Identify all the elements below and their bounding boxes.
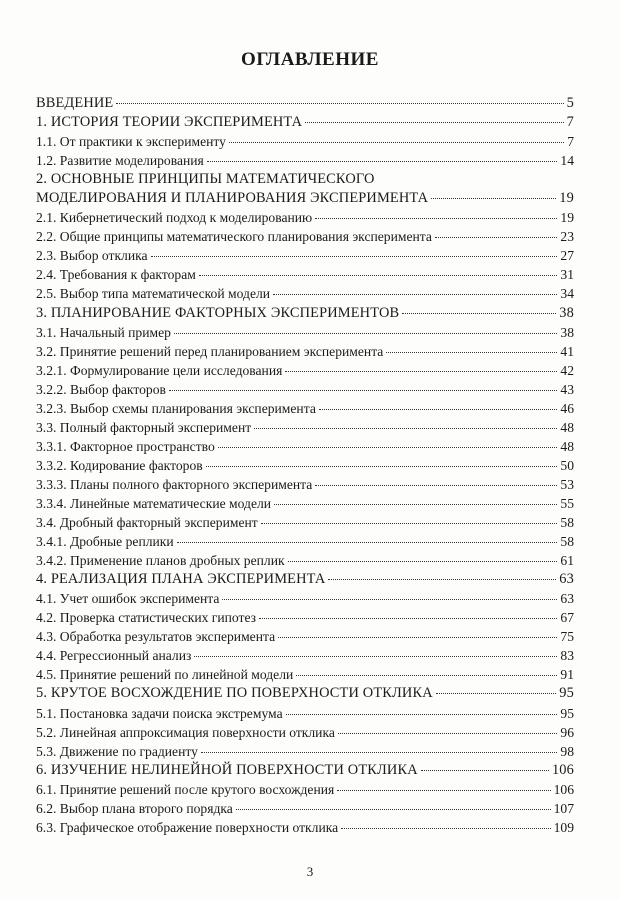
toc-entry xyxy=(36,627,574,646)
toc-entry xyxy=(36,380,574,399)
toc-page: 43 xyxy=(560,381,574,397)
toc-page: 46 xyxy=(560,400,574,416)
dot-leader xyxy=(259,618,557,619)
toc-page: 98 xyxy=(560,743,574,759)
toc-page: 109 xyxy=(553,819,574,835)
dot-leader xyxy=(386,352,557,353)
toc-page: 7 xyxy=(567,134,574,150)
toc-label: 2.1. Кибернетический подход к моделированию xyxy=(36,210,313,226)
toc-entry xyxy=(36,456,574,475)
toc-entry xyxy=(36,132,574,151)
dot-leader xyxy=(194,656,557,657)
toc-page: 53 xyxy=(560,476,574,492)
toc-page: 48 xyxy=(560,419,574,435)
toc-label: 3.2.1. Формулирование цели исследования xyxy=(36,362,283,378)
toc-label: 4.2. Проверка статистических гипотез xyxy=(36,610,257,626)
dot-leader xyxy=(169,390,557,391)
toc-label: 6.1. Принятие решений после крутого восхождения xyxy=(36,781,335,797)
toc-entry xyxy=(36,646,574,665)
toc-page: 55 xyxy=(560,495,574,511)
toc-label: 2.2. Общие принципы математического планирования эксперимента xyxy=(36,229,432,245)
dot-leader xyxy=(199,275,558,276)
dot-leader xyxy=(402,313,556,314)
toc-page: 107 xyxy=(553,800,574,816)
dot-leader xyxy=(201,752,557,753)
toc-label: 4.3. Обработка результатов эксперимента xyxy=(36,629,276,645)
toc-entry xyxy=(36,513,574,532)
page-title: ОГЛАВЛЕНИЕ xyxy=(241,49,379,70)
toc-label: 4.5. Принятие решений по линейной модели xyxy=(36,667,294,683)
dot-leader xyxy=(315,218,557,219)
toc-page: 5 xyxy=(566,95,574,111)
toc-label: 2.5. Выбор типа математической модели xyxy=(36,286,271,302)
toc-page: 23 xyxy=(560,229,574,245)
toc-label: 3.4.1. Дробные реплики xyxy=(36,534,174,550)
dot-leader xyxy=(278,637,557,638)
toc-label: 3. ПЛАНИРОВАНИЕ ФАКТОРНЫХ ЭКСПЕРИМЕНТОВ xyxy=(36,304,400,321)
toc-page: 75 xyxy=(560,629,574,645)
toc-label: 3.4. Дробный факторный эксперимент xyxy=(36,515,258,531)
toc-entry-chapter-1 xyxy=(36,113,574,132)
toc-page: 19 xyxy=(560,210,574,226)
toc-entry xyxy=(36,799,574,818)
toc-entry-chapter-6 xyxy=(36,761,574,780)
dot-leader xyxy=(222,599,557,600)
toc-page: 91 xyxy=(560,667,574,683)
toc-entry xyxy=(36,208,574,227)
toc-label: 3.2. Принятие решений перед планированием эксперимента xyxy=(36,343,384,359)
dot-leader xyxy=(431,198,556,199)
toc-page: 58 xyxy=(560,534,574,550)
dot-leader xyxy=(273,294,557,295)
dot-leader xyxy=(288,561,558,562)
dot-leader xyxy=(337,790,550,791)
toc-page: 34 xyxy=(560,286,574,302)
toc-label: 3.1. Начальный пример xyxy=(36,324,171,340)
toc-label: 1.1. От практики к эксперименту xyxy=(36,134,226,150)
dot-leader xyxy=(236,809,551,810)
dot-leader xyxy=(338,733,558,734)
toc-label: 3.3.4. Линейные математические модели xyxy=(36,495,272,511)
toc-label: 3.4.2. Применение планов дробных реплик xyxy=(36,553,285,569)
toc-label: 2.3. Выбор отклика xyxy=(36,248,148,264)
toc-entry xyxy=(36,665,574,684)
toc-page: 106 xyxy=(553,781,574,797)
toc-page: 83 xyxy=(560,648,574,664)
toc-label: 5.1. Постановка задачи поиска экстремума xyxy=(36,705,283,721)
toc-label: 3.3.3. Планы полного факторного эксперимента xyxy=(36,476,313,492)
dot-leader xyxy=(315,485,557,486)
dot-leader xyxy=(174,333,557,334)
toc-page: 67 xyxy=(560,610,574,626)
toc-label: 1.2. Развитие моделирования xyxy=(36,153,204,169)
toc-page: 7 xyxy=(566,114,574,131)
toc-entry xyxy=(36,704,574,723)
toc-entry xyxy=(36,227,574,246)
toc-page: 38 xyxy=(560,324,574,340)
dot-leader xyxy=(229,142,564,143)
dot-leader xyxy=(305,122,563,123)
toc-label: 5. КРУТОЕ ВОСХОЖДЕНИЕ ПО ПОВЕРХНОСТИ ОТКЛИКА xyxy=(36,685,433,702)
toc-label: 3.2.2. Выбор факторов xyxy=(36,381,166,397)
dot-leader xyxy=(285,371,557,372)
dot-leader xyxy=(436,693,557,694)
toc-page: 14 xyxy=(560,153,574,169)
toc-label: 6.3. Графическое отображение поверхности отклика xyxy=(36,819,339,835)
dot-leader xyxy=(286,714,558,715)
toc-label: ВВЕДЕНИЕ xyxy=(36,95,114,111)
toc-page: 106 xyxy=(551,761,574,778)
toc-page: 58 xyxy=(560,515,574,531)
toc-entry-chapter-4 xyxy=(36,570,574,589)
toc-label: 3.2.3. Выбор схемы планирования эксперимента xyxy=(36,400,316,416)
toc-page: 95 xyxy=(560,705,574,721)
dot-leader xyxy=(296,675,557,676)
toc-label: 4.1. Учет ошибок эксперимента xyxy=(36,591,220,607)
toc-entry xyxy=(36,246,574,265)
page-number: 3 xyxy=(306,864,314,879)
toc-entry xyxy=(36,284,574,303)
toc-label: 2.4. Требования к факторам xyxy=(36,267,196,283)
toc-entry xyxy=(36,151,574,170)
toc-entry xyxy=(36,589,574,608)
toc-label: 5.3. Движение по градиенту xyxy=(36,743,198,759)
toc-label: МОДЕЛИРОВАНИЯ И ПЛАНИРОВАНИЯ ЭКСПЕРИМЕНТА xyxy=(36,190,429,207)
toc-entry-chapter-3 xyxy=(36,304,574,323)
dot-leader xyxy=(274,504,557,505)
toc-entry xyxy=(36,608,574,627)
toc-entry xyxy=(36,818,574,837)
toc-entry xyxy=(36,742,574,761)
toc-entry xyxy=(36,323,574,342)
dot-leader xyxy=(341,828,550,829)
toc-entry-chapter-2-line1 xyxy=(36,170,574,189)
dot-leader xyxy=(151,256,558,257)
toc-label: 4.4. Регрессионный анализ xyxy=(36,648,192,664)
dot-leader xyxy=(254,428,557,429)
dot-leader xyxy=(435,237,558,238)
toc-page: 96 xyxy=(560,724,574,740)
toc-entry xyxy=(36,418,574,437)
toc-page: 63 xyxy=(559,571,574,588)
toc-entry xyxy=(36,723,574,742)
toc-page: 61 xyxy=(560,553,574,569)
dot-leader xyxy=(207,161,558,162)
toc-entry xyxy=(36,475,574,494)
dot-leader xyxy=(421,770,549,771)
toc-label: 5.2. Линейная аппроксимация поверхности отклика xyxy=(36,724,335,740)
toc-entry-introduction xyxy=(36,94,574,113)
toc-entry xyxy=(36,532,574,551)
toc-page: 95 xyxy=(559,685,574,702)
toc-entry xyxy=(36,265,574,284)
toc-page: 31 xyxy=(560,267,574,283)
dot-leader xyxy=(218,447,558,448)
dot-leader xyxy=(328,579,556,580)
toc-label: 1. ИСТОРИЯ ТЕОРИИ ЭКСПЕРИМЕНТА xyxy=(36,114,303,131)
toc-page: 38 xyxy=(559,304,574,321)
toc-entry xyxy=(36,361,574,380)
toc-entry xyxy=(36,342,574,361)
toc-label: 3.3.2. Кодирование факторов xyxy=(36,457,203,473)
toc-label: 6.2. Выбор плана второго порядка xyxy=(36,800,233,816)
toc-label: 4. РЕАЛИЗАЦИЯ ПЛАНА ЭКСПЕРИМЕНТА xyxy=(36,571,326,588)
toc-entry xyxy=(36,551,574,570)
dot-leader xyxy=(116,103,563,104)
dot-leader xyxy=(206,466,558,467)
toc-entry xyxy=(36,399,574,418)
toc-entry xyxy=(36,780,574,799)
toc-entry-chapter-5 xyxy=(36,684,574,703)
dot-leader xyxy=(319,409,558,410)
toc-page: 19 xyxy=(559,190,574,207)
toc-label: 6. ИЗУЧЕНИЕ НЕЛИНЕЙНОЙ ПОВЕРХНОСТИ ОТКЛИКА xyxy=(36,761,418,778)
toc-page: 50 xyxy=(560,457,574,473)
toc-entry-chapter-2 xyxy=(36,189,574,208)
toc-page: 63 xyxy=(560,591,574,607)
dot-leader xyxy=(261,523,558,524)
toc-label: 3.3.1. Факторное пространство xyxy=(36,438,215,454)
toc-entry xyxy=(36,494,574,513)
toc-page: 42 xyxy=(560,362,574,378)
toc-page: 41 xyxy=(560,343,574,359)
toc-label: 3.3. Полный факторный эксперимент xyxy=(36,419,252,435)
toc-label: 2. ОСНОВНЫЕ ПРИНЦИПЫ МАТЕМАТИЧЕСКОГО xyxy=(36,171,375,188)
toc-page: 27 xyxy=(560,248,574,264)
table-of-contents xyxy=(36,94,574,837)
toc-page: 48 xyxy=(560,438,574,454)
dot-leader xyxy=(177,542,558,543)
toc-entry xyxy=(36,437,574,456)
